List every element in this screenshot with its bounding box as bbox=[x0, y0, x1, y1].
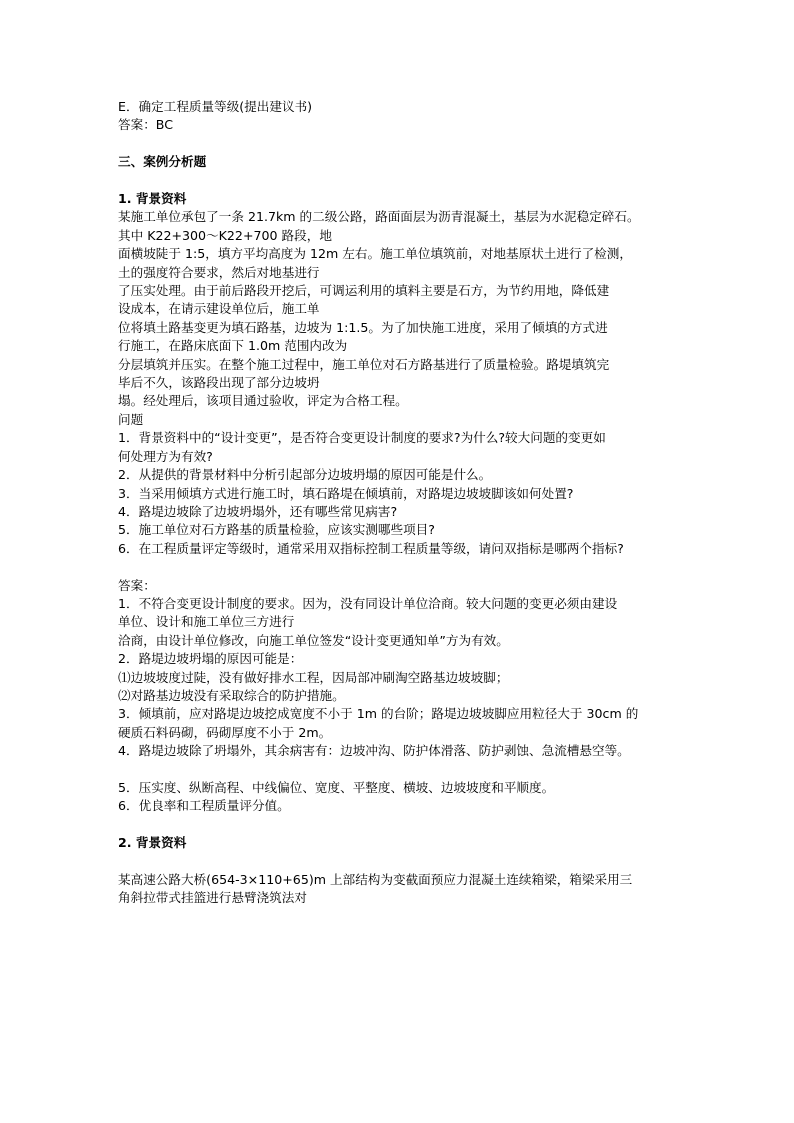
question-line: 1．背景资料中的“设计变更”，是否符合变更设计制度的要求?为什么?较大问题的变更如 bbox=[118, 430, 606, 446]
case1-title: 1. 背景资料 bbox=[118, 191, 187, 206]
text-line: 毕后不久，该路段出现了部分边坡坍 bbox=[118, 375, 320, 391]
answer-line: 答案：BC bbox=[118, 117, 173, 133]
text-line: 土的强度符合要求，然后对地基进行 bbox=[118, 264, 320, 280]
text-line: 分层填筑并压实。在整个施工过程中，施工单位对石方路基进行了质量检验。路堤填筑完 bbox=[118, 356, 610, 372]
answers-label: 答案： bbox=[118, 577, 156, 593]
answer-line: 硬质石料码砌，码砌厚度不小于 2m。 bbox=[118, 724, 332, 740]
text-line: 某高速公路大桥(654-3×110+65)m 上部结构为变截面预应力混凝土连续箱梁，箱梁采用三 bbox=[118, 871, 633, 887]
answer-line: 3．倾填前，应对路堤边坡挖成宽度不小于 1m 的台阶；路堤边坡坡脚应用粒径大于 30cm 的 bbox=[118, 706, 639, 722]
option-e: E．确定工程质量等级(提出建议书) bbox=[118, 99, 313, 114]
text-line: 其中 K22+300～K22+700 路段，地 bbox=[118, 227, 332, 243]
text-line: 塌。经处理后，该项目通过验收，评定为合格工程。 bbox=[118, 393, 408, 409]
answer-line: 1．不符合变更设计制度的要求。因为，没有同设计单位洽商。较大问题的变更必须由建设 bbox=[118, 595, 618, 611]
answer-line: 洽商，由设计单位修改，向施工单位签发“设计变更通知单”方为有效。 bbox=[118, 632, 509, 648]
question-line: 5．施工单位对石方路基的质量检验，应该实测哪些项目? bbox=[118, 522, 435, 538]
answer-line: 5．压实度、纵断高程、中线偏位、宽度、平整度、横坡、边坡坡度和平顺度。 bbox=[118, 779, 555, 795]
text-line: 了压实处理。由于前后路段开挖后，可调运利用的填料主要是石方，为节约用地，降低建 bbox=[118, 283, 610, 299]
document-page bbox=[118, 98, 688, 908]
answer-line: ⑵对路基边坡没有采取综合的防护措施。 bbox=[118, 687, 345, 703]
question-line: 3．当采用倾填方式进行施工时，填石路堤在倾填前，对路堤边坡坡脚该如何处置? bbox=[118, 485, 574, 501]
case1-background bbox=[118, 208, 688, 410]
question-line: 6．在工程质量评定等级时，通常采用双指标控制工程质量等级，请问双指标是哪两个指标? bbox=[118, 540, 624, 556]
questions-label: 问题 bbox=[118, 411, 144, 427]
answer-line: 6．优良率和工程质量评分值。 bbox=[118, 798, 290, 814]
case1-questions bbox=[118, 429, 688, 558]
answer-line: 单位、设计和施工单位三方进行 bbox=[118, 614, 295, 630]
text-line: 设成本，在请示建设单位后，施工单 bbox=[118, 301, 320, 317]
case2-background bbox=[118, 871, 688, 908]
question-line: 何处理方为有效? bbox=[118, 448, 213, 464]
question-line: 4．路堤边坡除了边坡坍塌外，还有哪些常见病害? bbox=[118, 503, 398, 519]
question-line: 2．从提供的背景材料中分析引起部分边坡坍塌的原因可能是什么。 bbox=[118, 467, 492, 483]
answer-line: 2．路堤边坡坍塌的原因可能是： bbox=[118, 651, 303, 667]
text-line: 某施工单位承包了一条 21.7km 的二级公路，路面面层为沥青混凝土，基层为水泥稳定碎石。 bbox=[118, 209, 640, 225]
case1-answers bbox=[118, 595, 688, 816]
text-line: 行施工，在路床底面下 1.0m 范围内改为 bbox=[118, 338, 348, 354]
answer-line: ⑴边坡坡度过陡，没有做好排水工程，因局部冲刷淘空路基边坡坡脚； bbox=[118, 669, 509, 685]
answer-line: 4．路堤边坡除了坍塌外，其余病害有：边坡冲沟、防护体滑落、防护剥蚀、急流槽悬空等。 bbox=[118, 743, 630, 759]
section-title: 三、案例分析题 bbox=[118, 154, 207, 170]
text-line: 位将填土路基变更为填石路基，边坡为 1:1.5。为了加快施工进度，采用了倾填的方式进 bbox=[118, 319, 608, 335]
text-line: 面横坡陡于 1:5，填方平均高度为 12m 左右。施工单位填筑前，对地基原状土进行了检测， bbox=[118, 246, 632, 262]
text-line: 角斜拉带式挂篮进行悬臂浇筑法对 bbox=[118, 890, 307, 906]
case2-title: 2. 背景资料 bbox=[118, 835, 187, 851]
